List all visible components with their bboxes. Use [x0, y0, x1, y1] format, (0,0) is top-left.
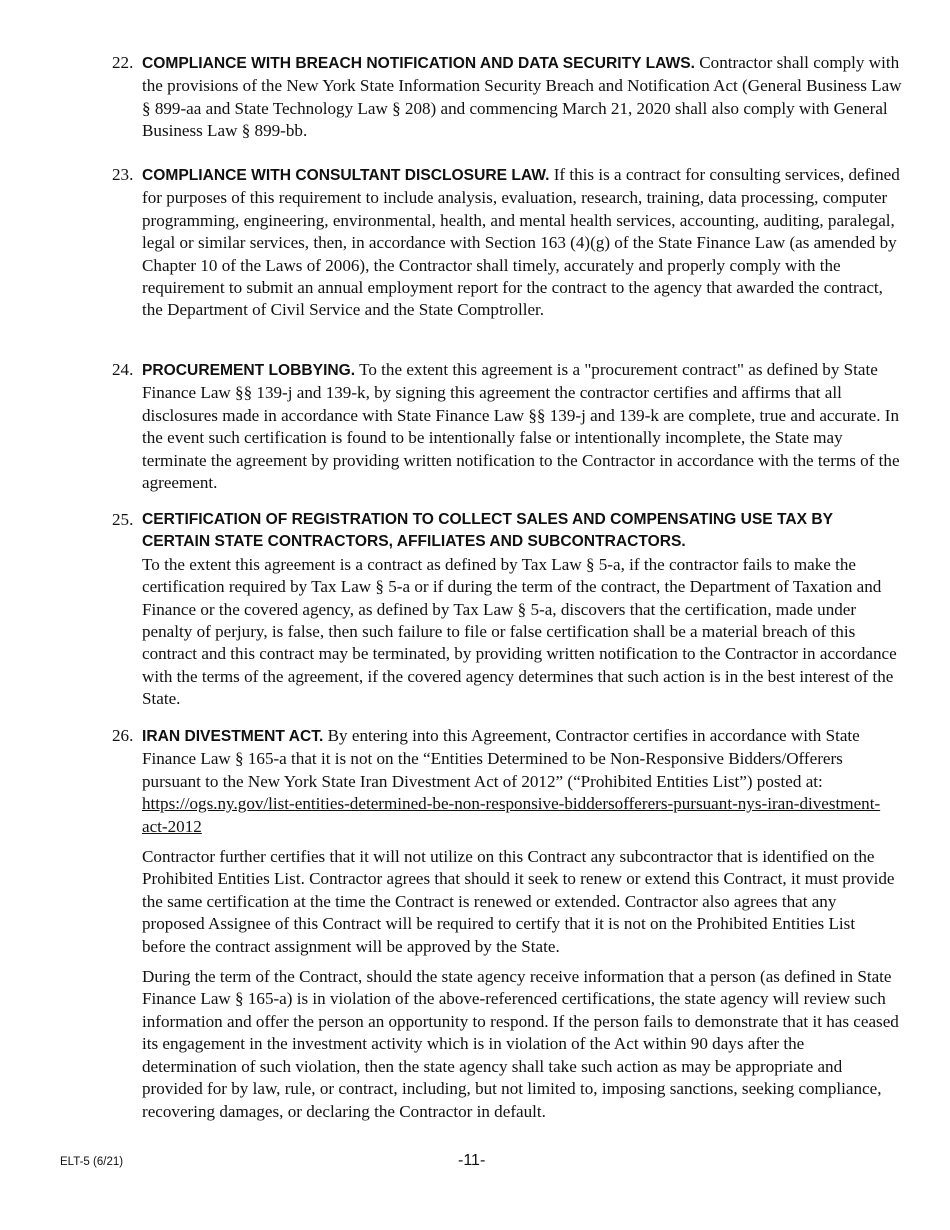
clause-text: To the extent this agreement is a contract as defined by Tax Law § 5-a, if the contractor fails to make the certification required by Tax Law § 5-a or if during the term of the contract, the Department of Taxation and Finance or the covered agency, as defined by Tax Law § 5-a, discovers that the certification, made under penalty of perjury, is false, then such failure to file or false certification shall be a material breach of this contract and this contract may be terminated, by providing written notification to the Contractor in accordance with the terms of the agreement, if the covered agency determines that such action is in the best interest of the State. [142, 554, 897, 709]
clause-heading: COMPLIANCE WITH CONSULTANT DISCLOSURE LAW. [142, 167, 550, 184]
clause-26 [112, 725, 902, 1123]
clause-number: 25. [112, 510, 134, 529]
clause-text: If this is a contract for consulting services, defined for purposes of this requirement to include analysis, evaluation, research, training, data processing, computer programming, engineering, environmental, health, and mental health services, accounting, auditing, paralegal, legal or similar services, then, in accordance with Section 163 (4)(g) of the State Finance Law (as amended by Chapter 10 of the Laws of 2006), the Contractor shall timely, accurately and properly comply with the requirement to submit an annual employment report for the contract to the agency that awarded the contract, the Department of Civil Service and the State Comptroller. [142, 165, 900, 320]
clause-body [142, 359, 902, 494]
form-id: ELT-5 (6/21) [60, 1156, 124, 1168]
prohibited-entities-link[interactable]: https://ogs.ny.gov/list-entities-determined-be-non-responsive-biddersofferers-pursuant-nys-iran-divestment-act-2012 [142, 794, 881, 836]
clause-heading: PROCUREMENT LOBBYING. [142, 362, 356, 379]
clause-number: 24. [112, 360, 134, 379]
clause-24 [112, 359, 902, 494]
clause-body [142, 509, 902, 711]
clause-25 [112, 509, 902, 711]
clause-body [142, 725, 902, 1123]
clause-paragraph: Contractor further certifies that it will not utilize on this Contract any subcontractor that is identified on the Prohibited Entities List. Contractor agrees that should it seek to renew or extend this Contract, it must provide the same certification at the time the Contract is renewed or extended. Contractor also agrees that any proposed Assignee of this Contract will be required to certify that it is not on the Prohibited Entities List before the contract assignment will be approved by the State. [142, 847, 895, 956]
clause-paragraph: During the term of the Contract, should the state agency receive information that a person (as defined in State Finance Law § 165-a) is in violation of the above-referenced certifications, the state agency will review such information and offer the person an opportunity to respond. If the person fails to demonstrate that it has ceased its engagement in the investment activity which is in violation of the Act within 90 days after the determination of such violation, then the state agency shall take such action as may be appropriate and provided for by law, rule, or contract, including, but not limited to, imposing sanctions, seeking compliance, recovering damages, or declaring the Contractor in default. [142, 967, 899, 1121]
clause-number: 22. [112, 53, 134, 72]
clause-heading: IRAN DIVESTMENT ACT. [142, 728, 324, 745]
clause-23 [112, 164, 902, 322]
page-number: -11- [458, 1152, 486, 1169]
clause-text: Contractor shall comply with the provisions of the New York State Information Security Breach and Notification Act (General Business Law § 899-aa and State Technology Law § 208) and commencing March 21, 2020 shall also comply with General Business Law § 899-bb. [142, 53, 902, 141]
clause-22 [112, 52, 902, 143]
clause-body [142, 164, 902, 322]
clause-text: By entering into this Agreement, Contractor certifies in accordance with State Finance Law § 165-a that it is not on the “Entities Determined to be Non-Responsive Bidders/Offerers pursuant to the New York State Iran Divestment Act of 2012” (“Prohibited Entities List”) posted at: [142, 726, 860, 791]
clause-heading: CERTIFICATION OF REGISTRATION TO COLLECT SALES AND COMPENSATING USE TAX BY CERTAIN STATE CONTRACTORS, AFFILIATES AND SUBCONTRACTORS. [142, 511, 833, 551]
clause-number: 23. [112, 165, 134, 184]
clause-text: To the extent this agreement is a "procurement contract" as defined by State Finance Law §§ 139-j and 139-k, by signing this agreement the contractor certifies and affirms that all disclosures made in accordance with State Finance Law §§ 139-j and 139-k are complete, true and accurate. In the event such certification is found to be intentionally false or intentionally incomplete, the State may terminate the agreement by providing written notification to the Contractor in accordance with the terms of the agreement. [142, 360, 900, 493]
clause-number: 26. [112, 726, 134, 745]
clause-heading: COMPLIANCE WITH BREACH NOTIFICATION AND DATA SECURITY LAWS. [142, 55, 695, 72]
clause-body [142, 52, 902, 143]
